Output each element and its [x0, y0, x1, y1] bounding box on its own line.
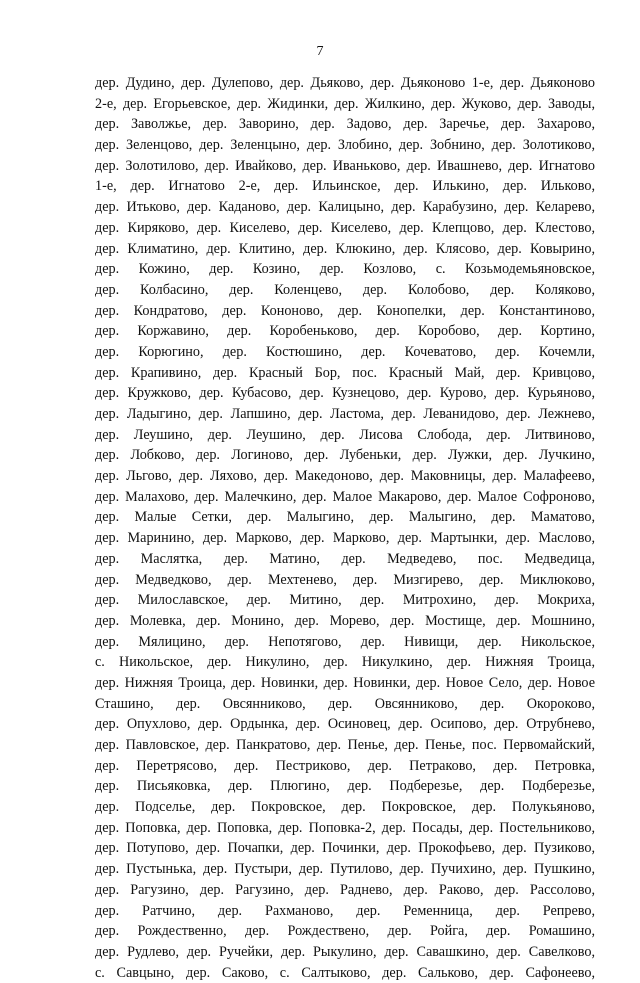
- text-line: дер. Киряково, дер. Киселево, дер. Киселево, дер. Клепцово, дер. Клестово,: [95, 219, 595, 236]
- text-line: дер. Потупово, дер. Почапки, дер. Починки, дер. Прокофьево, дер. Пузиково,: [95, 840, 595, 857]
- text-line: 2-е, дер. Егорьевское, дер. Жидинки, дер. Жилкино, дер. Жуково, дер. Заводы,: [95, 95, 595, 112]
- text-line: дер. Кондратово, дер. Кононово, дер. Конопелки, дер. Константиново,: [95, 302, 595, 319]
- text-line: дер. Милославское, дер. Митино, дер. Митрохино, дер. Мокриха,: [95, 592, 595, 609]
- text-line: дер. Малахово, дер. Малечкино, дер. Малое Макарово, дер. Малое Софроново,: [95, 488, 595, 505]
- text-line: дер. Кожино, дер. Козино, дер. Козлово, с. Козьмодемьяновское,: [95, 261, 595, 278]
- text-line: дер. Перетрясово, дер. Пестриково, дер. Петраково, дер. Петровка,: [95, 757, 595, 774]
- text-line: дер. Подселье, дер. Покровское, дер. Покровское, дер. Полукьяново,: [95, 799, 595, 816]
- text-line: дер. Зеленцово, дер. Зеленцыно, дер. Злобино, дер. Зобнино, дер. Золотиково,: [95, 137, 595, 154]
- text-line: с. Савцыно, дер. Саково, с. Салтыково, дер. Сальково, дер. Сафонеево,: [95, 964, 595, 981]
- text-line: дер. Рагузино, дер. Рагузино, дер. Раднево, дер. Раково, дер. Рассолово,: [95, 881, 595, 898]
- text-line: дер. Льгово, дер. Ляхово, дер. Македоново, дер. Маковницы, дер. Малафеево,: [95, 468, 595, 485]
- text-line: дер. Мялицино, дер. Непотягово, дер. Нивищи, дер. Никольское,: [95, 633, 595, 650]
- text-line: дер. Ратчино, дер. Рахманово, дер. Ременница, дер. Репрево,: [95, 902, 595, 919]
- text-line: дер. Пустынька, дер. Пустыри, дер. Путилово, дер. Пучихино, дер. Пушкино,: [95, 861, 595, 878]
- text-line: дер. Нижняя Троица, дер. Новинки, дер. Новинки, дер. Новое Село, дер. Новое: [95, 674, 595, 691]
- text-line: дер. Климатино, дер. Клитино, дер. Клюкино, дер. Клясово, дер. Ковырино,: [95, 240, 595, 257]
- text-line: дер. Леушино, дер. Леушино, дер. Лисова Слобода, дер. Литвиново,: [95, 426, 595, 443]
- text-line: дер. Ладыгино, дер. Лапшино, дер. Ластома, дер. Леванидово, дер. Лежнево,: [95, 406, 595, 422]
- text-line: дер. Маринино, дер. Марково, дер. Марково, дер. Мартынки, дер. Маслово,: [95, 530, 595, 547]
- page-number: 7: [316, 44, 324, 59]
- text-line: дер. Коржавино, дер. Коробеньково, дер. Коробово, дер. Кортино,: [95, 323, 595, 340]
- text-line: дер. Золотилово, дер. Ивайково, дер. Иваньково, дер. Ивашнево, дер. Игнатово: [95, 157, 595, 174]
- text-line: дер. Корюгино, дер. Костюшино, дер. Кочеватово, дер. Кочемли,: [95, 343, 595, 360]
- text-line: дер. Малые Сетки, дер. Малыгино, дер. Малыгино, дер. Маматово,: [95, 509, 595, 526]
- text-line: дер. Заволжье, дер. Заворино, дер. Задово, дер. Заречье, дер. Захарово,: [95, 116, 595, 133]
- text-line: дер. Маслятка, дер. Матино, дер. Медведево, пос. Медведица,: [95, 550, 595, 567]
- text-line: Сташино, дер. Овсянниково, дер. Овсянниково, дер. Окороково,: [95, 695, 595, 712]
- text-line: дер. Поповка, дер. Поповка, дер. Поповка-2, дер. Посады, дер. Постельниково,: [95, 819, 595, 836]
- settlement-list-text: [95, 73, 595, 983]
- text-line: дер. Колбасино, дер. Коленцево, дер. Колобово, дер. Коляково,: [95, 281, 595, 298]
- text-line: дер. Рождественно, дер. Рождествено, дер. Ройга, дер. Ромашино,: [95, 923, 595, 940]
- text-line: с. Никольское, дер. Никулино, дер. Никулкино, дер. Нижняя Троица,: [95, 654, 595, 671]
- text-line: дер. Дудино, дер. Дулепово, дер. Дьяково, дер. Дьяконово 1-е, дер. Дьяконово: [95, 75, 595, 91]
- text-line: 1-е, дер. Игнатово 2-е, дер. Ильинское, дер. Илькино, дер. Ильково,: [95, 178, 595, 195]
- text-line: дер. Рудлево, дер. Ручейки, дер. Рыкулино, дер. Савашкино, дер. Савелково,: [95, 943, 595, 960]
- text-line: дер. Медведково, дер. Мехтеневo, дер. Мизгирево, дер. Миклюково,: [95, 571, 595, 588]
- text-line: дер. Лобково, дер. Логиново, дер. Лубеньки, дер. Лужки, дер. Лучкино,: [95, 447, 595, 464]
- text-line: дер. Опухлово, дер. Ордынка, дер. Осиновец, дер. Осипово, дер. Отрубнево,: [95, 716, 595, 733]
- text-line: дер. Итьково, дер. Каданово, дер. Калицыно, дер. Карабузино, дер. Келарево,: [95, 199, 595, 216]
- text-line: дер. Письяковка, дер. Плюгино, дер. Подберезье, дер. Подберезье,: [95, 778, 595, 795]
- text-line: дер. Крапивино, дер. Красный Бор, пос. Красный Май, дер. Кривцово,: [95, 364, 595, 381]
- text-line: дер. Молевка, дер. Монино, дер. Морево, дер. Мостище, дер. Мошнино,: [95, 612, 595, 629]
- text-line: дер. Павловское, дер. Панкратово, дер. Пенье, дер. Пенье, пос. Первомайский,: [95, 737, 595, 753]
- text-line: дер. Кружково, дер. Кубасово, дер. Кузнецово, дер. Курово, дер. Курьяново,: [95, 385, 595, 402]
